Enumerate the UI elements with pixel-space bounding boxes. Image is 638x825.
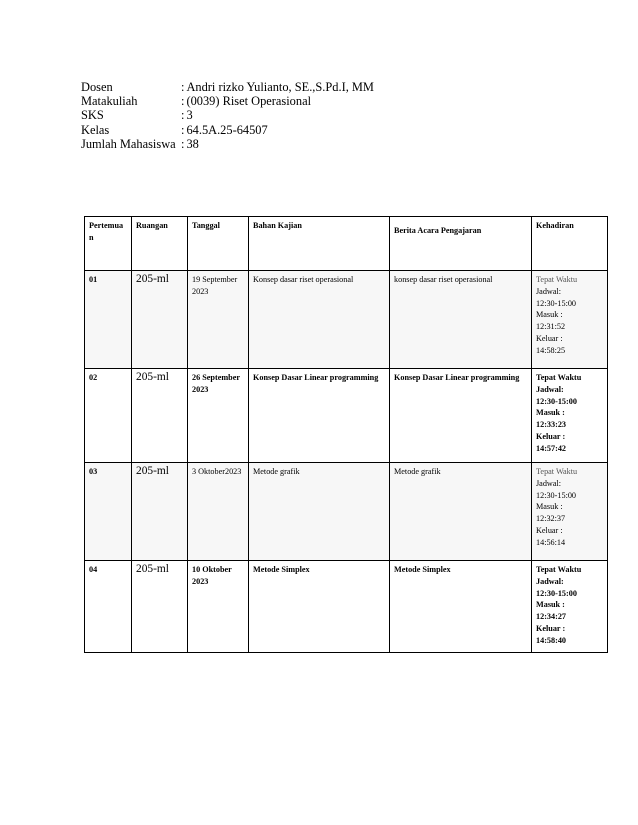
keluar-label: Keluar : — [536, 431, 566, 441]
dosen-value: Andri rizko Yulianto, SE.,S.Pd.I, MM — [186, 80, 374, 94]
jadwal-label: Jadwal: — [536, 576, 564, 586]
kelas-value: 64.5A.25-64507 — [186, 122, 268, 137]
status-text: Tepat Waktu — [536, 467, 578, 476]
cell-bahan-kajian: Konsep Dasar Linear programming — [249, 369, 390, 463]
keluar-label: Keluar : — [536, 525, 563, 535]
col-header-bahan-kajian: Bahan Kajian — [249, 217, 390, 271]
status-text: Tepat Waktu — [536, 373, 582, 382]
jumlah-mahasiswa-value: 38 — [186, 136, 199, 151]
header-row-dosen — [81, 80, 374, 94]
cell-ruangan: 205-ml — [132, 271, 188, 369]
cell-pertemuan: 01 — [85, 271, 132, 369]
col-header-berita-acara: Berita Acara Pengajaran — [390, 217, 532, 271]
cell-tanggal: 19 September 2023 — [188, 271, 249, 369]
cell-kehadiran — [532, 463, 608, 561]
keluar-value: 14:57:42 — [536, 443, 567, 453]
header-row-kelas — [81, 123, 374, 137]
sks-value: 3 — [186, 108, 193, 123]
cell-kehadiran — [532, 561, 608, 653]
masuk-value: 12:34:27 — [536, 612, 567, 622]
jumlah-mahasiswa-label: Jumlah Mahasiswa — [81, 136, 176, 151]
cell-ruangan: 205-ml — [132, 463, 188, 561]
cell-berita-acara: Konsep Dasar Linear programming — [390, 369, 532, 463]
table-header-row — [85, 217, 608, 271]
matakuliah-value: (0039) Riset Operasional — [186, 94, 312, 109]
cell-ruangan: 205-ml — [132, 561, 188, 653]
keluar-label: Keluar : — [536, 623, 566, 633]
jadwal-value: 12:30-15:00 — [536, 588, 577, 598]
sks-sep: : — [181, 108, 185, 123]
dosen-label: Dosen — [81, 80, 113, 94]
cell-tanggal: 26 September 2023 — [188, 369, 249, 463]
cell-tanggal: 3 Oktober2023 — [188, 463, 249, 561]
masuk-value: 12:31:52 — [536, 322, 566, 332]
cell-berita-acara: Metode grafik — [390, 463, 532, 561]
masuk-label: Masuk : — [536, 600, 565, 610]
keluar-value: 14:56:14 — [536, 537, 566, 547]
keluar-value: 14:58:25 — [536, 345, 566, 355]
jadwal-value: 12:30-15:00 — [536, 298, 577, 308]
jadwal-label: Jadwal: — [536, 478, 562, 488]
table-row — [85, 463, 608, 561]
cell-pertemuan: 03 — [85, 463, 132, 561]
cell-kehadiran — [532, 369, 608, 463]
jadwal-label: Jadwal: — [536, 384, 564, 394]
header-row-sks — [81, 108, 374, 122]
cell-tanggal: 10 Oktober 2023 — [188, 561, 249, 653]
table-row — [85, 271, 608, 369]
col-header-tanggal: Tanggal — [188, 217, 249, 271]
table-row — [85, 369, 608, 463]
cell-bahan-kajian: Metode grafik — [249, 463, 390, 561]
cell-pertemuan: 04 — [85, 561, 132, 653]
kelas-sep: : — [181, 122, 185, 137]
dosen-sep: : — [181, 80, 185, 94]
status-text: Tepat Waktu — [536, 275, 578, 284]
cell-ruangan: 205-ml — [132, 369, 188, 463]
cell-kehadiran — [532, 271, 608, 369]
col-header-kehadiran: Kehadiran — [532, 217, 608, 271]
cell-bahan-kajian: Konsep dasar riset operasional — [249, 271, 390, 369]
sks-label: SKS — [81, 108, 104, 123]
masuk-value: 12:33:23 — [536, 420, 567, 430]
jadwal-value: 12:30-15:00 — [536, 490, 577, 500]
masuk-label: Masuk : — [536, 408, 565, 418]
cell-pertemuan: 02 — [85, 369, 132, 463]
jadwal-label: Jadwal: — [536, 286, 562, 296]
masuk-label: Masuk : — [536, 502, 563, 512]
cell-berita-acara: Metode Simplex — [390, 561, 532, 653]
matakuliah-label: Matakuliah — [81, 94, 138, 109]
keluar-label: Keluar : — [536, 333, 563, 343]
col-header-pertemuan: Pertemuan — [85, 217, 132, 271]
cell-berita-acara: konsep dasar riset operasional — [390, 271, 532, 369]
matakuliah-sep: : — [181, 94, 185, 109]
course-info-header — [81, 80, 374, 151]
table-row — [85, 561, 608, 653]
masuk-label: Masuk : — [536, 310, 563, 320]
jumlah-mahasiswa-sep: : — [181, 136, 185, 151]
header-row-matakuliah — [81, 94, 374, 108]
masuk-value: 12:32:37 — [536, 514, 566, 524]
status-text: Tepat Waktu — [536, 565, 582, 574]
kelas-label: Kelas — [81, 122, 110, 137]
jadwal-value: 12:30-15:00 — [536, 396, 577, 406]
cell-bahan-kajian: Metode Simplex — [249, 561, 390, 653]
attendance-table — [84, 216, 608, 653]
keluar-value: 14:58:40 — [536, 635, 567, 645]
header-row-jumlah-mahasiswa — [81, 137, 374, 151]
col-header-ruangan: Ruangan — [132, 217, 188, 271]
